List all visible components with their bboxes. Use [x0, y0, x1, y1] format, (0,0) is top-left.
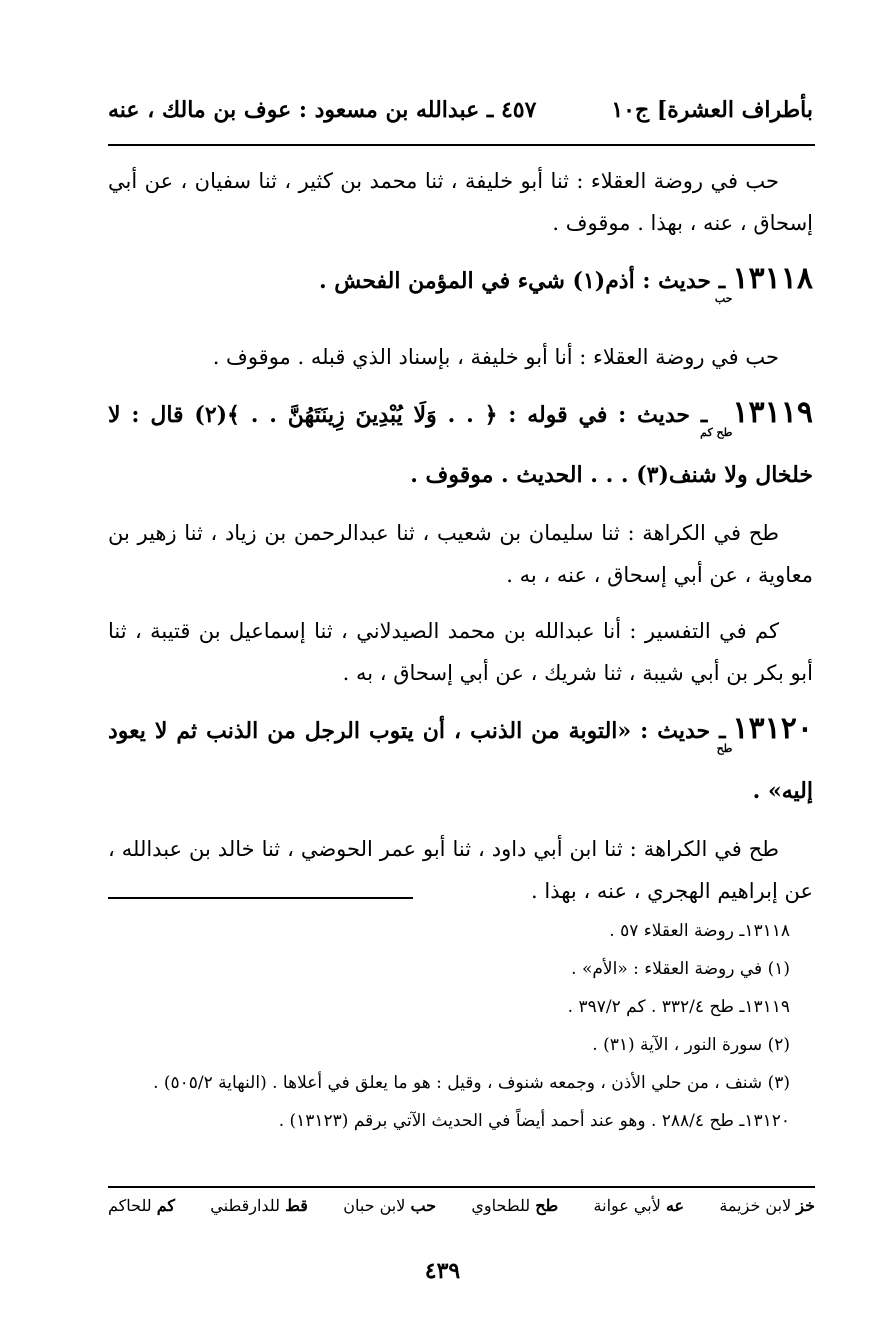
sigla-label: للطحاوي — [471, 1196, 531, 1215]
sigla-item — [719, 1196, 815, 1215]
sigla-label: لابن خزيمة — [719, 1196, 792, 1215]
hadith-text: ـ حديث : «التوبة من الذنب ، أن يتوب الرجل من الذنب ثم لا يعود إليه» . — [108, 718, 813, 804]
sigla-item — [471, 1196, 558, 1215]
sigla-label: للدارقطني — [210, 1196, 280, 1215]
sigla-key: قط — [285, 1196, 308, 1215]
hadith-sources: حب — [714, 292, 733, 305]
main-text — [108, 160, 813, 926]
sigla-item — [594, 1196, 685, 1215]
header-book-title: بأطراف العشرة] ج١٠ — [611, 97, 813, 123]
hadith-sources: طح كم — [700, 426, 733, 439]
header-divider — [108, 144, 815, 146]
hadith-entry — [108, 708, 813, 812]
sigla-divider — [108, 1186, 815, 1188]
footnote: (٢) سورة النور ، الآية (٣١) . — [592, 1035, 790, 1055]
hadith-number: ١٣١١٨ — [732, 261, 813, 296]
isnad-paragraph: طح في الكراهة : ثنا ابن أبي داود ، ثنا أبو عمر الحوضي ، ثنا خالد بن عبدالله ، عن إبراهيم الهجري ، عنه ، بهذا . — [108, 837, 813, 903]
footnote: (٣) شنف ، من حلي الأذن ، وجمعه شنوف ، وقيل : هو ما يعلق في أعلاها . (النهاية ٥٠٥/٢) . — [153, 1073, 790, 1093]
hadith-text: ـ حديث : في قوله : ﴿ . . وَلَا يُبْدِينَ زِينَتَهُنَّ . . ﴾(٢) قال : لا خلخال ولا شنف(٣) . . . الحديث . موقوف . — [108, 402, 813, 488]
sigla-key: كم — [156, 1196, 175, 1215]
page-number: ٤٣٩ — [424, 1258, 461, 1284]
isnad-paragraph: حب في روضة العقلاء : ثنا أبو خليفة ، ثنا محمد بن كثير ، ثنا سفيان ، عن أبي إسحاق ، عنه ، بهذا . موقوف . — [108, 169, 813, 235]
hadith-number: ١٣١٢٠ — [732, 711, 813, 746]
header-section-title: ٤٥٧ ـ عبدالله بن مسعود : عوف بن مالك ، عنه — [108, 97, 537, 123]
hadith-text: ـ حديث : أذم(١) شيء في المؤمن الفحش . — [318, 268, 726, 294]
isnad-paragraph: حب في روضة العقلاء : أنا أبو خليفة ، بإسناد الذي قبله . موقوف . — [212, 345, 779, 369]
isnad-paragraph: طح في الكراهة : ثنا سليمان بن شعيب ، ثنا عبدالرحمن بن زياد ، ثنا زهير بن معاوية ، عن أبي إسحاق ، عنه ، به . — [108, 521, 813, 587]
sigla-label: لأبي عوانة — [593, 1196, 661, 1215]
footnote-divider — [108, 897, 413, 899]
hadith-number: ١٣١١٩ — [732, 395, 813, 430]
sigla-legend — [108, 1196, 815, 1215]
sigla-key: حب — [410, 1196, 437, 1215]
footnotes — [108, 912, 790, 1140]
sigla-item — [343, 1196, 436, 1215]
running-header — [108, 90, 813, 130]
footnote: ١٣١٢٠ـ طح ٢٨٨/٤ . وهو عند أحمد أيضاً في الحديث الآتي برقم (١٣١٢٣) . — [278, 1111, 790, 1131]
sigla-label: لابن حبان — [343, 1196, 406, 1215]
sigla-key: خز — [796, 1196, 815, 1215]
sigla-key: طح — [535, 1196, 559, 1215]
hadith-sources: طح — [716, 742, 733, 755]
sigla-label: للحاكم — [108, 1196, 152, 1215]
hadith-entry — [108, 392, 813, 496]
sigla-item — [210, 1196, 308, 1215]
sigla-key: عه — [665, 1196, 685, 1215]
footnote: (١) في روضة العقلاء : «الأم» . — [571, 959, 790, 979]
sigla-item — [108, 1196, 175, 1215]
hadith-entry — [108, 258, 813, 320]
footnote: ١٣١١٨ـ روضة العقلاء ٥٧ . — [609, 921, 790, 941]
isnad-paragraph: كم في التفسير : أنا عبدالله بن محمد الصيدلاني ، ثنا إسماعيل بن قتيبة ، ثنا أبو بكر بن أبي شيبة ، ثنا شريك ، عن أبي إسحاق ، به . — [108, 619, 813, 685]
footnote: ١٣١١٩ـ طح ٣٣٢/٤ . كم ٣٩٧/٢ . — [567, 997, 790, 1017]
